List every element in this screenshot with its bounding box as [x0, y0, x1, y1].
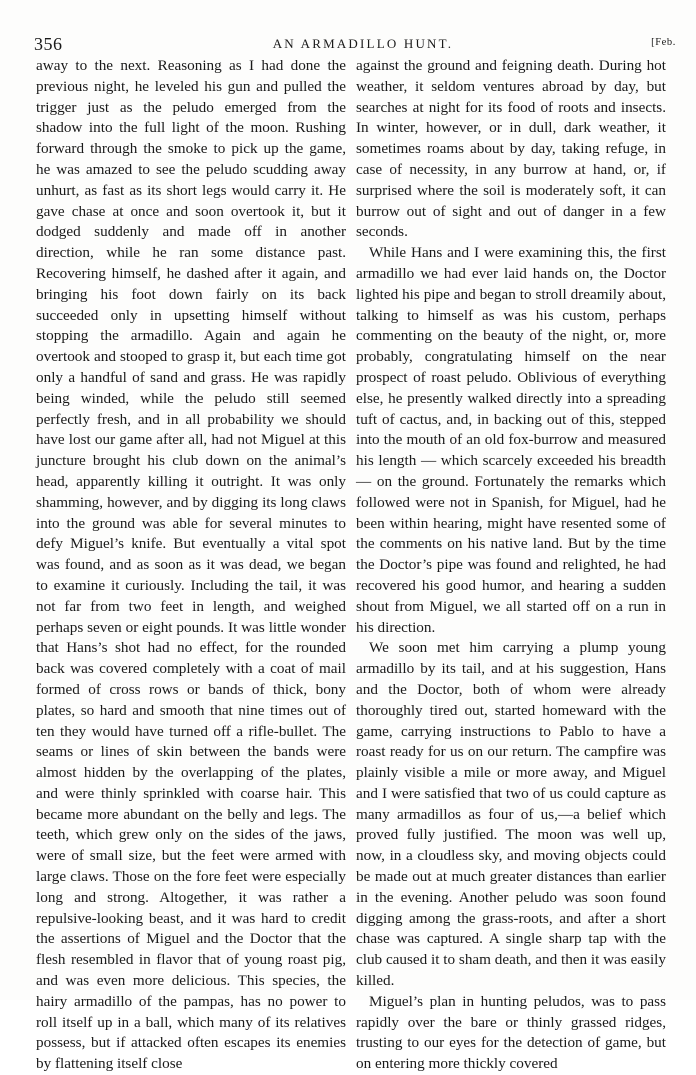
paragraph: against the ground and feigning death. During hot weather, it seldom ventures abroad by day, but searches at night for its food of roots and insects. In winter, however, or in dull, dark weather, it sometimes roams about by day, taking refuge, in case of necessity, in any burrow at hand, or, if surprised where the soil is moderately soft, it can burrow out of sight and out of danger in a few seconds. [356, 57, 666, 241]
paragraph: Miguel’s plan in hunting peludos, was to pass rapidly over the bare or thinly grassed ridges, trusting to our eyes for the detection of game, but on entering more thickly covered [356, 992, 666, 1073]
left-column [36, 56, 346, 1073]
paragraph: While Hans and I were examining this, the first armadillo we had ever laid hands on, the Doctor lighted his pipe and began to stroll dreamily about, talking to himself as was his custom, perhaps commenting on the beauty of the night, or, more probably, congratulating himself on the near prospect of roast peludo. Oblivious of everything else, he presently walked directly into a spreading tuft of cactus, and, in backing out of this, stepped into the mouth of an old fox-burrow and measured his length — which scarcely exceeded his breadth — on the ground. Fortunately the remarks which followed were not in Spanish, for Miguel, had he been within hearing, might have resented some of the comments on his native land. But by the time the Doctor’s pipe was found and relighted, he had recovered his good humor, and hearing a sudden shout from Miguel, we all started off on a run in his direction. [356, 244, 666, 636]
running-title: AN ARMADILLO HUNT. [272, 36, 454, 51]
right-column [356, 56, 666, 1073]
paragraph: away to the next. Reasoning as I had done the previous night, he leveled his gun and pulled the trigger just as the peludo emerged from the shadow into the full light of the moon. Rushing forward through the smoke to pick up the game, he was amazed to see the peludo scudding away unhurt, as fast as its short legs would carry it. He gave chase at once and soon overtook it, but it dodged suddenly and made off in another direction, while he ran some distance past. Recovering himself, he dashed after it again, and bringing his foot down fairly on its back succeeded only in upsetting himself without stopping the armadillo. Again and again he overtook and stooped to grasp it, but each time got only a handful of sand and grass. He was rapidly being winded, while the peludo still seemed perfectly fresh, and in all probability we should have lost our game after all, had not Miguel at this juncture brought his club down on the animal’s head, apparently killing it outright. It was only shamming, however, and by digging its long claws into the ground was able for several minutes to defy Miguel’s knife. But eventually a vital spot was found, and as soon as it was dead, we began to examine it curiously. Including the tail, it was not far from two feet in length, and weighed perhaps seven or eight pounds. It was little wonder that Hans’s shot had no effect, for the rounded back was covered completely with a coat of mail formed of cross rows or bands of thick, bony plates, so hard and smooth that nine times out of ten they would have turned off a rifle-bullet. The seams or lines of skin between the bands were almost hidden by the overlapping of the plates, and were thinly sprinkled with coarse hair. This became more abundant on the belly and legs. The teeth, which grew only on the sides of the jaws, were of small size, but the feet were armed with large claws. Those on the fore feet were especially long and strong. Altogether, it was rather a repulsive-looking beast, and it was hard to credit the assertions of Miguel and the Doctor that the flesh resembled in flavor that of young roast pig, and was even more delicious. This species, the hairy armadillo of the pampas, has no power to roll itself up in a ball, which many of its relatives possess, but if attacked often escapes its enemies by flattening itself close [36, 57, 346, 1073]
page-number: 356 [34, 34, 63, 54]
text-columns [36, 56, 668, 1073]
issue-month: [Feb. [651, 37, 676, 48]
paragraph: We soon met him carrying a plump young armadillo by its tail, and at his suggestion, Hans and the Doctor, both of whom were already thoroughly tired out, started homeward with the game, carrying instructions to Pablo to have a roast ready for us on our return. The campfire was plainly visible a mile or more away, and Miguel and I were satisfied that two of us could capture as many armadillos as four of us,—a belief which proved fully justified. The moon was well up, now, in a cloudless sky, and moving objects could be made out at much greater distances than earlier in the evening. Another peludo was soon found digging among the grass-roots, and after a short chase was captured. A single sharp tap with the club caused it to sham death, and then it was easily killed. [356, 639, 666, 990]
